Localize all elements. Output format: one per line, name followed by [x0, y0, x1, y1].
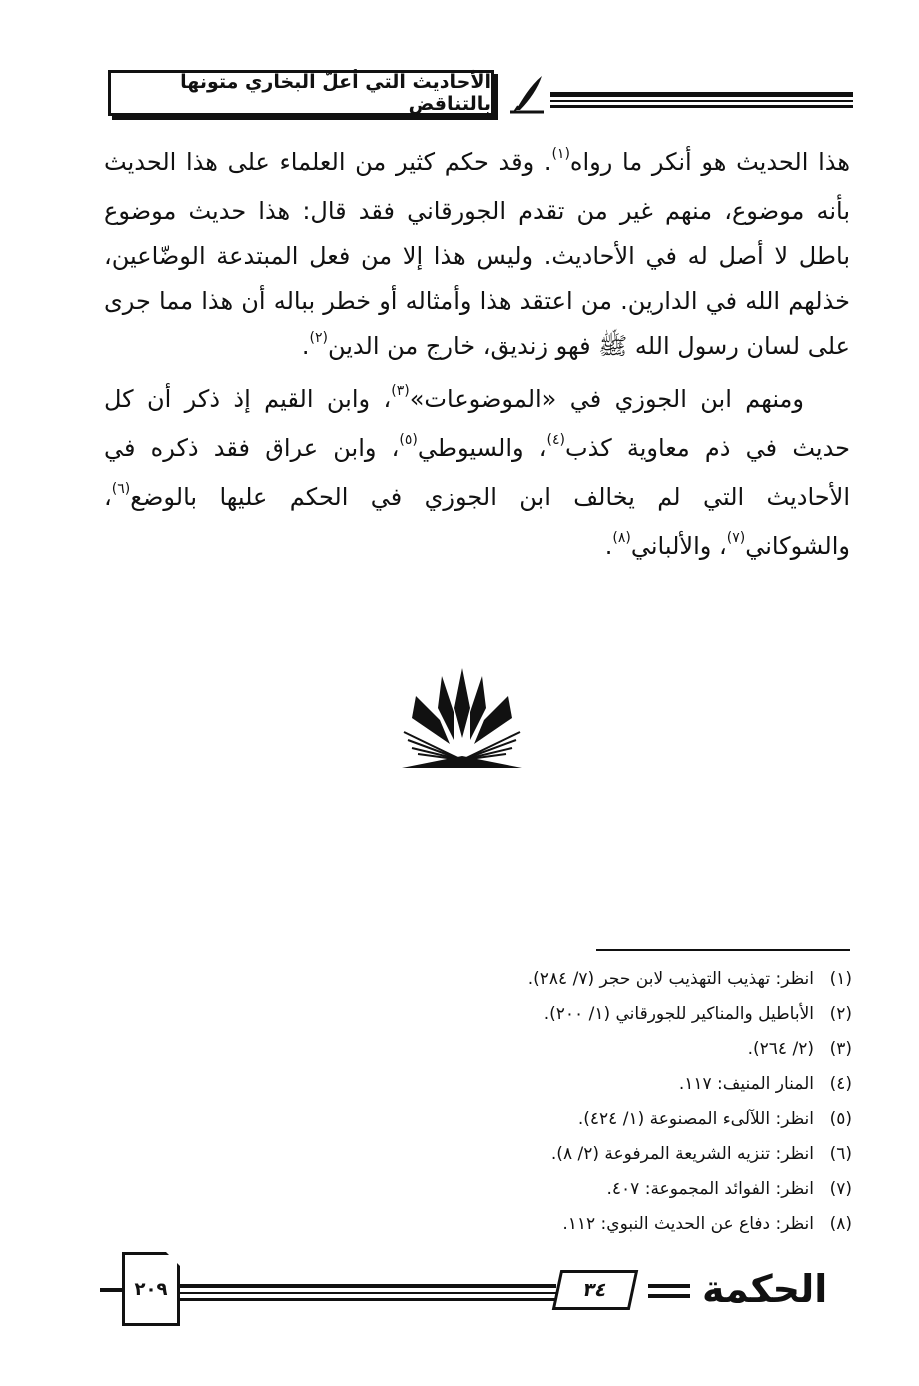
- text-run: . وقد حكم كثير من العلماء على هذا الحديث بأنه موضوع، منهم غير من تقدم الجورقاني فقد قال: هذا حديث موضوع باطل لا أصل له في الأحاديث. وليس هذا إلا من فعل المبتدعة الوضّاعين، خذلهم الله في الدارين. من اعتقد هذا وأمثاله أو خطر بباله أن هذا مما جرى على لسان رسول الله ﷺ فهو زنديق، خارج من الدين: [104, 148, 850, 360]
- footnote-item: (٨)انظر: دفاع عن الحديث النبوي: ١١٢.: [562, 1214, 852, 1234]
- footnote-item: (٣)(٢/ ٢٦٤).: [747, 1039, 852, 1059]
- footnote-marker: (٥): [399, 432, 418, 448]
- text-run: ، والألباني: [630, 532, 727, 560]
- footnote-marker: (١): [551, 146, 570, 162]
- footnote-item: (١)انظر: تهذيب التهذيب لابن حجر (٧/ ٢٨٤).: [527, 969, 852, 989]
- footnote-item: (٤)المنار المنيف: ١١٧.: [678, 1074, 852, 1094]
- page-number: ٢٠٩: [122, 1252, 180, 1326]
- paragraph-2: [104, 377, 850, 573]
- text-run: ، والشوكاني: [104, 483, 850, 560]
- footnote-marker: (٢): [309, 330, 328, 346]
- header-rule-lines: [550, 92, 853, 106]
- page-footer: [100, 1252, 852, 1332]
- footnote-separator: [596, 949, 850, 951]
- issue-number: ٣٤: [552, 1270, 639, 1310]
- magazine-logo: الحكمة: [702, 1267, 828, 1311]
- footnote-item: (٧)انظر: الفوائد المجموعة: ٤٠٧.: [606, 1179, 852, 1199]
- text-run: ، وابن عراق فقد ذكره في الأحاديث التي لم يخالف ابن الجوزي في الحكم عليها بالوضع: [104, 434, 850, 511]
- running-title: الأحاديث التي أعلّ البخاري متونها بالتناقض: [108, 70, 494, 116]
- text-run: .: [301, 332, 310, 360]
- text-run: هذا الحديث هو أنكر ما رواه: [569, 148, 850, 176]
- text-run: .: [604, 532, 613, 560]
- footer-rule-1: [180, 1284, 556, 1288]
- footnote-marker: (٨): [612, 530, 631, 546]
- footnote-item: (٦)انظر: تنزيه الشريعة المرفوعة (٢/ ٨).: [550, 1144, 852, 1164]
- footnotes-list: [300, 962, 852, 1242]
- footnote-marker: (٦): [111, 481, 131, 497]
- body-text: [104, 140, 850, 573]
- footer-rule-right-1: [648, 1284, 690, 1288]
- paragraph-1: [104, 140, 850, 373]
- footnote-item: (٥)انظر: اللآلىء المصنوعة (١/ ٤٢٤).: [577, 1109, 852, 1129]
- footer-rule-left: [100, 1288, 122, 1292]
- footer-rule-3: [180, 1298, 556, 1301]
- quill-pen-icon: [508, 72, 548, 116]
- footer-rule-right-2: [648, 1294, 690, 1298]
- running-header: [108, 70, 853, 122]
- footer-rule-2: [180, 1292, 556, 1294]
- text-run: ، وابن القيم إذ ذكر أن كل حديث في ذم معاوية كذب: [104, 385, 850, 462]
- footnote-marker: (٤): [546, 432, 566, 448]
- footnote-marker: (٧): [726, 530, 746, 546]
- footnote-item: (٢)الأباطيل والمناكير للجورقاني (١/ ٢٠٠).: [543, 1004, 852, 1024]
- sunburst-ornament-icon: [402, 668, 522, 770]
- footnote-marker: (٣): [391, 383, 410, 399]
- text-run: ومنهم ابن الجوزي في «الموضوعات»: [409, 385, 804, 413]
- text-run: ، والسيوطي: [417, 434, 547, 462]
